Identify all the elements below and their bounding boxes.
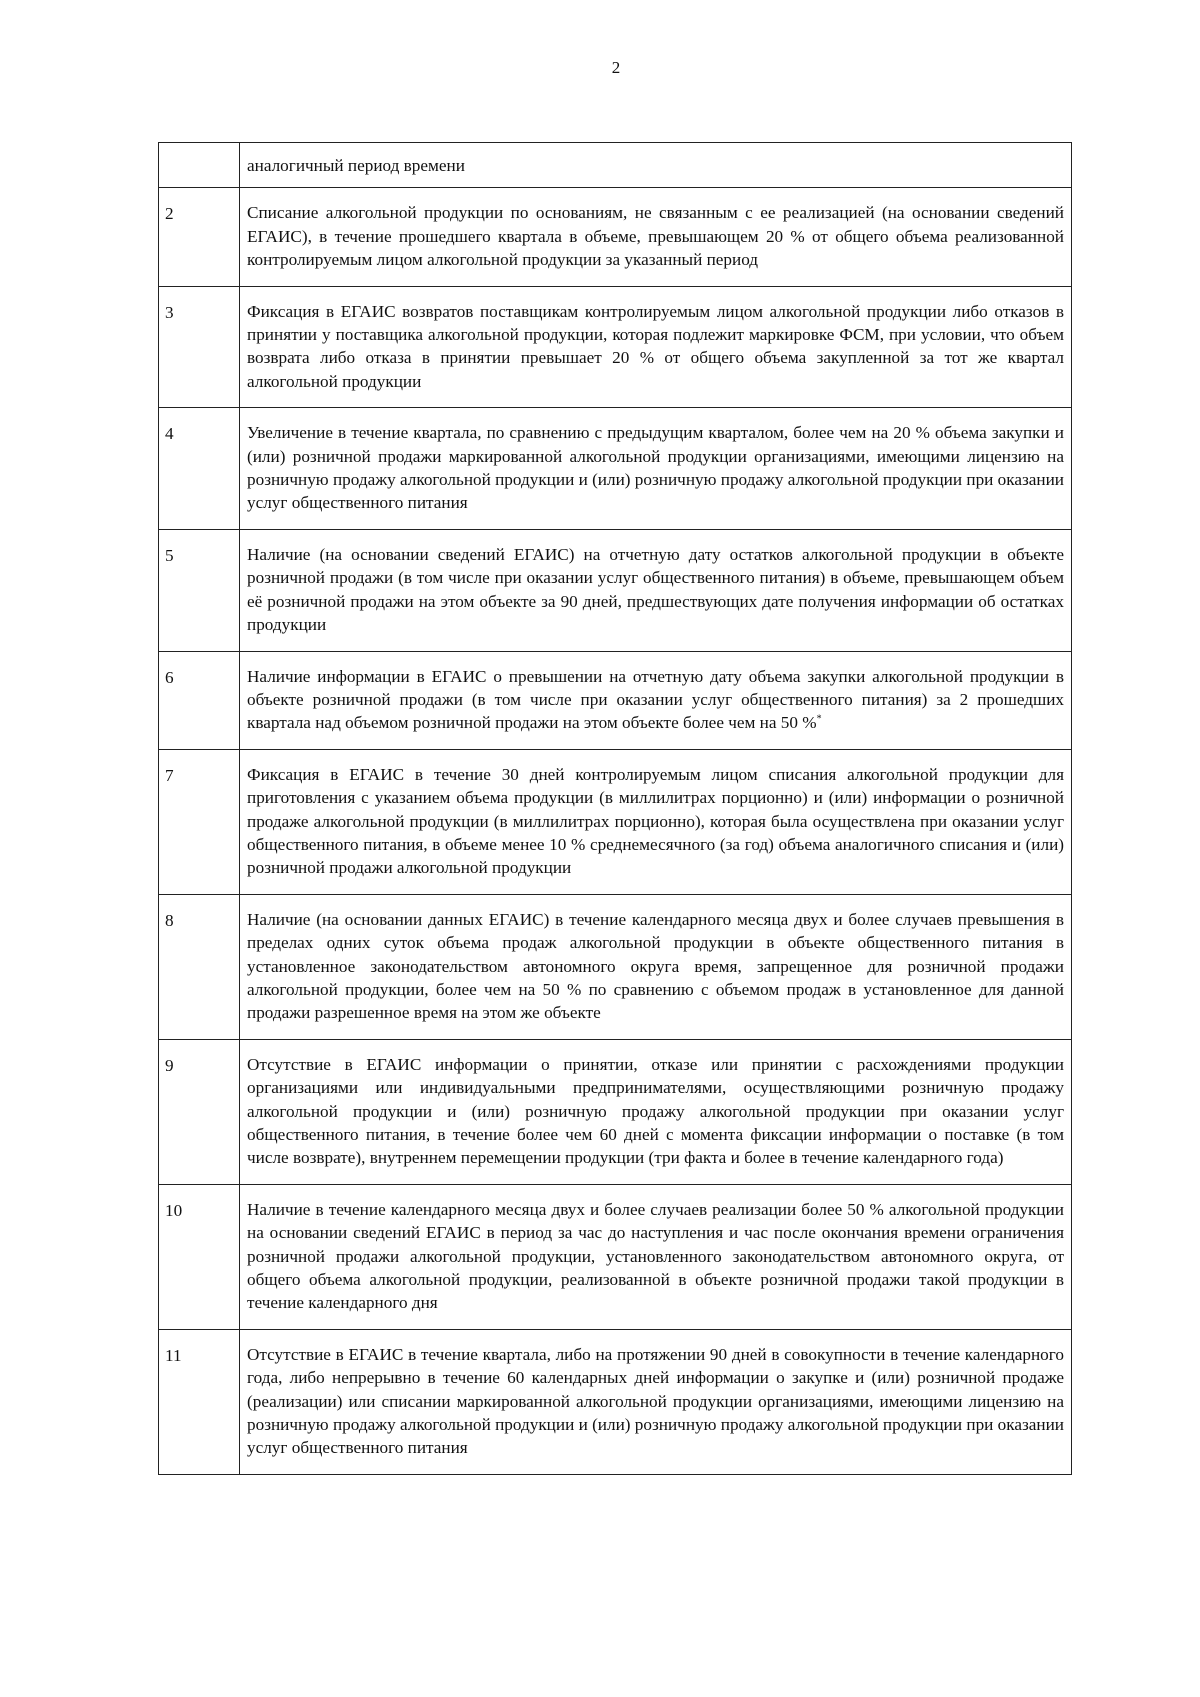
row-text: Отсутствие в ЕГАИС информации о принятии, отказе или принятии с расхождениями продукции организациями или индивидуальными предпринимателями, осуществляющими розничную продажу алкогольной продукции и (или) розничную продажу алкогольной продукции при оказании услуг общественного питания, в течение более чем 60 дней с момента фиксации информации о поставке (в том числе возврате), внутреннем перемещении продукции (три факта и более в течение календарного года) <box>240 1039 1072 1184</box>
row-text-body: Наличие информации в ЕГАИС о превышении на отчетную дату объема закупки алкогольной продукции в объекте розничной продажи (в том числе при оказании услуг общественного питания) за 2 прошедших квартала над объемом розничной продажи на этом объекте более чем на 50 % <box>247 666 1064 733</box>
row-number: 2 <box>159 188 240 286</box>
row-number: 11 <box>159 1329 240 1474</box>
table-row <box>159 749 1072 894</box>
row-text: Списание алкогольной продукции по основаниям, не связанным с ее реализацией (на основании сведений ЕГАИС), в течение прошедшего квартала в объеме, превышающем 20 % от общего объема реализованной контролируемым лицом алкогольной продукции за указанный период <box>240 188 1072 286</box>
table-row <box>159 1329 1072 1474</box>
row-text: Наличие (на основании данных ЕГАИС) в течение календарного месяца двух и более случаев превышения в пределах одних суток объема продаж алкогольной продукции в объекте общественного питания в установленное законодательством автономного округа время, запрещенное для розничной продажи алкогольной продукции, более чем на 50 % по сравнению с объемом продаж в установленное для данной продажи разрешенное время на этом же объекте <box>240 894 1072 1039</box>
table-row <box>159 1039 1072 1184</box>
table-row <box>159 143 1072 188</box>
row-number: 8 <box>159 894 240 1039</box>
row-number: 4 <box>159 408 240 530</box>
row-text: Наличие (на основании сведений ЕГАИС) на отчетную дату остатков алкогольной продукции в объекте розничной продажи (в том числе при оказании услуг общественного питания) в объеме, превышающем объем её розничной продажи на этом объекте за 90 дней, предшествующих дате получения информации об остатках продукции <box>240 529 1072 651</box>
row-number: 10 <box>159 1184 240 1329</box>
table-row <box>159 1184 1072 1329</box>
row-number: 3 <box>159 286 240 408</box>
page-number: 2 <box>611 58 621 77</box>
table-row <box>159 529 1072 651</box>
row-number <box>159 143 240 188</box>
row-text: аналогичный период времени <box>240 143 1072 188</box>
row-text: Отсутствие в ЕГАИС в течение квартала, либо на протяжении 90 дней в совокупности в течение календарного года, либо непрерывно в течение 60 календарных дней информации о закупке и (или) розничной продаже (реализации) или списании маркированной алкогольной продукции организациями, имеющими лицензию на розничную продажу алкогольной продукции и (или) розничную продажу алкогольной продукции при оказании услуг общественного питания <box>240 1329 1072 1474</box>
table-row <box>159 188 1072 286</box>
row-text <box>240 651 1072 749</box>
row-number: 9 <box>159 1039 240 1184</box>
footnote-mark: * <box>816 713 822 725</box>
table-row <box>159 894 1072 1039</box>
row-text: Фиксация в ЕГАИС в течение 30 дней контролируемым лицом списания алкогольной продукции для приготовления с указанием объема продукции (в миллилитрах порционно) и (или) информации о розничной продаже алкогольной продукции (в миллилитрах порционно), которая была осуществлена при оказании услуг общественного питания, в объеме менее 10 % среднемесячного (за год) объема аналогичного списания и (или) розничной продажи алкогольной продукции <box>240 749 1072 894</box>
table-row <box>159 408 1072 530</box>
row-number: 7 <box>159 749 240 894</box>
row-text: Наличие в течение календарного месяца двух и более случаев реализации более 50 % алкогольной продукции на основании сведений ЕГАИС в период за час до наступления и час после окончания времени ограничения розничной продажи алкогольной продукции, установленного законодательством автономного округа, от общего объема алкогольной продукции, реализованной в объекте розничной продажи такой продукции в течение календарного дня <box>240 1184 1072 1329</box>
row-text: Фиксация в ЕГАИС возвратов поставщикам контролируемым лицом алкогольной продукции либо отказов в принятии у поставщика алкогольной продукции, которая подлежит маркировке ФСМ, при условии, что объем возврата либо отказа в принятии превышает 20 % от общего объема закупленной за тот же квартал алкогольной продукции <box>240 286 1072 408</box>
table-row <box>159 286 1072 408</box>
row-number: 6 <box>159 651 240 749</box>
risk-indicators-table <box>158 142 1072 1475</box>
row-number: 5 <box>159 529 240 651</box>
row-text: Увеличение в течение квартала, по сравнению с предыдущим кварталом, более чем на 20 % объема закупки и (или) розничной продажи маркированной алкогольной продукции организациями, имеющими лицензию на розничную продажу алкогольной продукции и (или) розничную продажу алкогольной продукции при оказании услуг общественного питания <box>240 408 1072 530</box>
table-row <box>159 651 1072 749</box>
